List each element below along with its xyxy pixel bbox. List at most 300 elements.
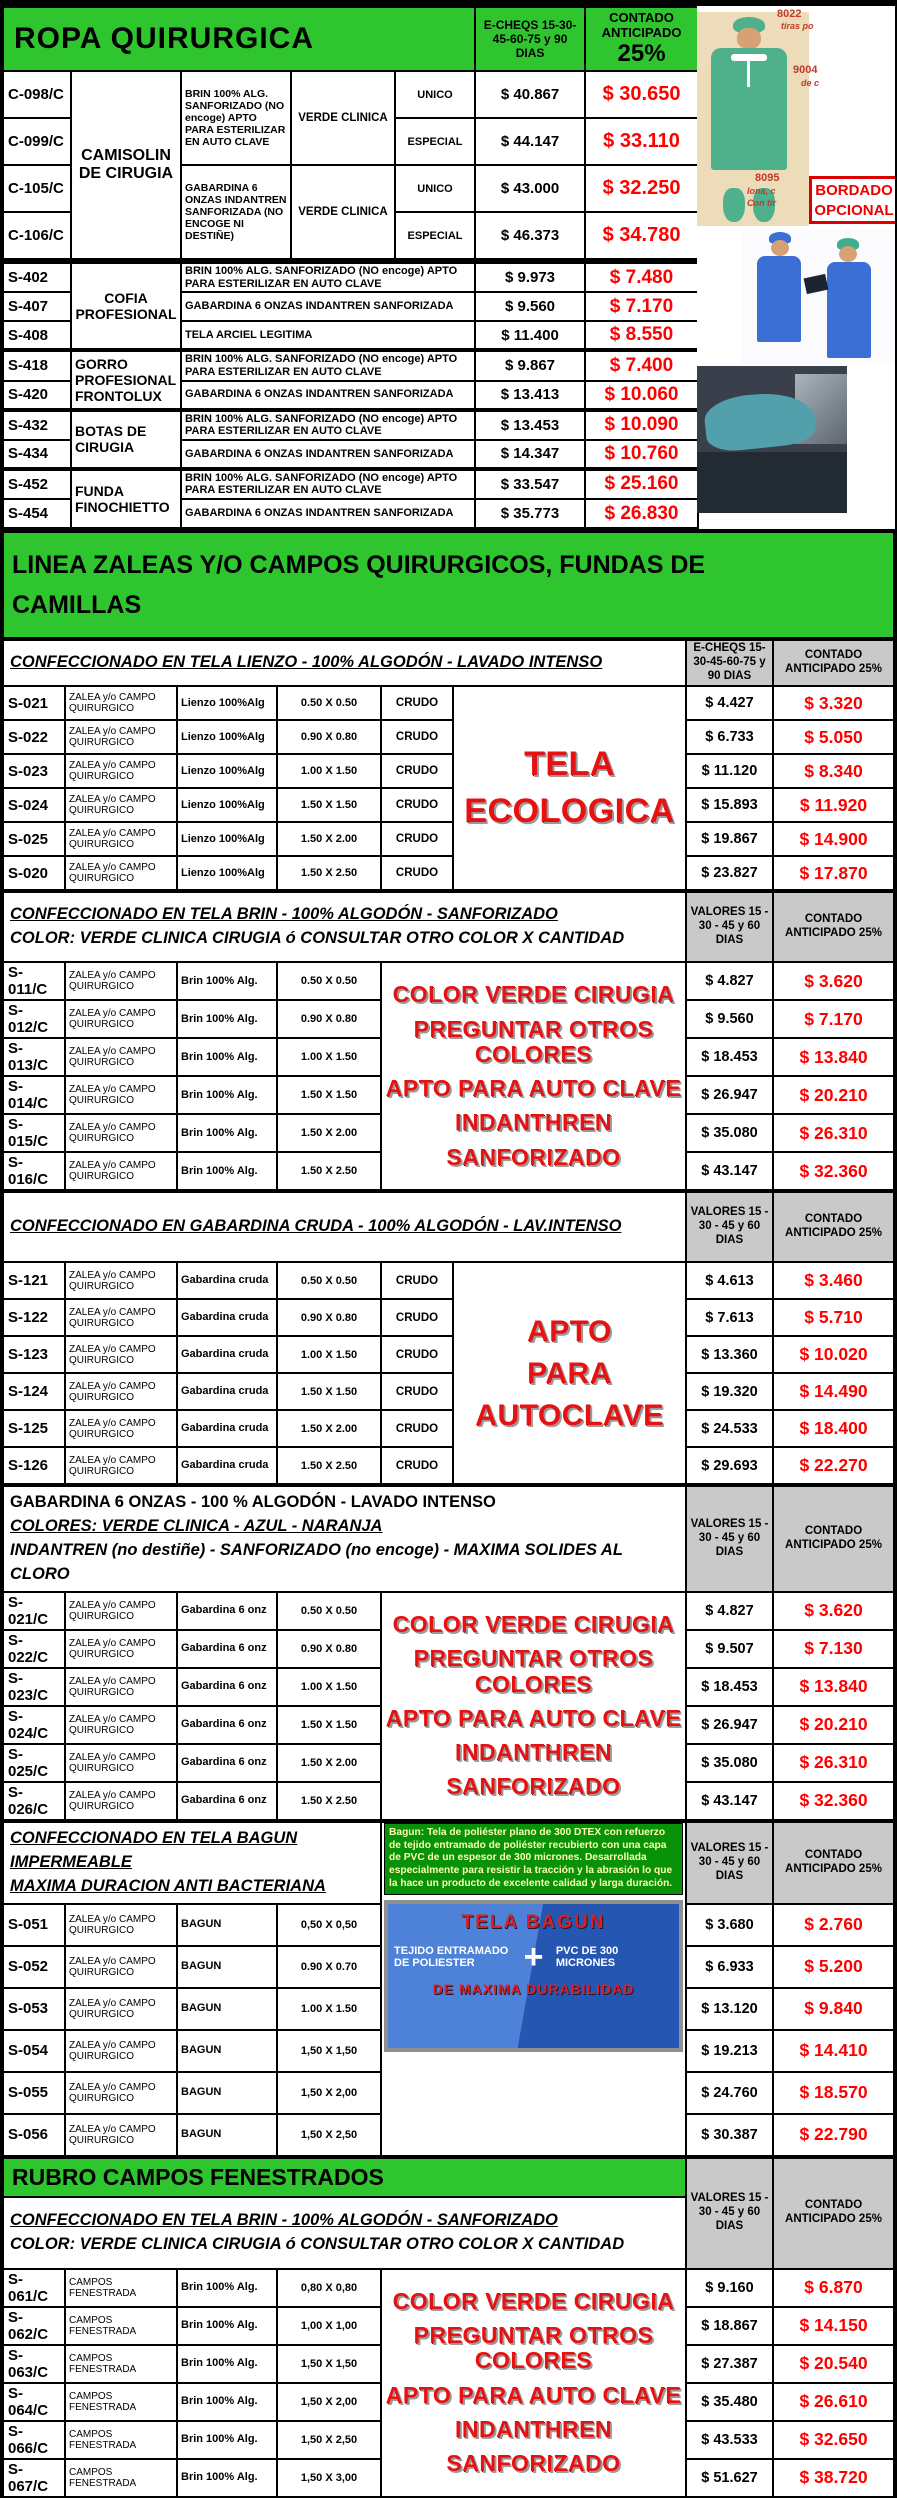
face (839, 246, 857, 262)
cell-code: S-024 (3, 788, 65, 822)
cell-fabric: Brin 100% Alg. (177, 962, 277, 1000)
cell-code: S-025/C (3, 1744, 65, 1782)
cell-code: S-434 (3, 440, 71, 469)
price-terms-header: VALORES 15 - 30 - 45 y 60 DIAS (686, 2158, 773, 2269)
cell-item: ZALEA y/o CAMPO QUIRURGICO (65, 1447, 177, 1484)
price-terms-header: VALORES 15 - 30 - 45 y 60 DIAS (686, 892, 773, 962)
cell-fabric: Gabardina 6 onz (177, 1630, 277, 1668)
cell-fabric: GABARDINA 6 ONZAS INDANTREN SANFORIZADA (NO ENCOGE NI DESTIÑE) (181, 165, 291, 259)
cell-contado: $ 8.340 (773, 754, 894, 788)
cell-code: S-418 (3, 350, 71, 380)
cell-code: S-021 (3, 686, 65, 720)
cell-price: $ 6.933 (686, 1946, 773, 1988)
cell-contado: $ 20.210 (773, 1076, 894, 1114)
cell-item: CAMPOS FENESTRADA (65, 2269, 177, 2307)
cell-size: 0.50 X 0.50 (277, 1592, 381, 1630)
gown-collar (731, 54, 767, 61)
cell-fabric: Brin 100% Alg. (177, 2345, 277, 2383)
cell-fabric: Brin 100% Alg. (177, 1152, 277, 1190)
cell-price: $ 35.080 (686, 1114, 773, 1152)
promo-text: APTO (527, 1314, 612, 1348)
price-terms-header: VALORES 15 - 30 - 45 y 60 DIAS (686, 1192, 773, 1262)
cell-size: 0,50 X 0,50 (277, 1904, 381, 1946)
cell-fabric: Lienzo 100%Alg (177, 686, 277, 720)
cell-code: S-020 (3, 856, 65, 890)
face (771, 240, 789, 256)
cell-group: GORRO PROFESIONAL FRONTOLUX (71, 350, 181, 409)
cell-code: S-012/C (3, 1000, 65, 1038)
cell-size: 1.00 X 1.50 (277, 1336, 381, 1373)
cell-size: 1,50 X 1,50 (277, 2030, 381, 2072)
contado-header: CONTADO ANTICIPADO 25% (773, 2158, 894, 2269)
cell-code: S-125 (3, 1410, 65, 1447)
cell-contado: $ 26.830 (585, 499, 698, 528)
cell-price: $ 43.147 (686, 1782, 773, 1820)
cell-item: ZALEA y/o CAMPO QUIRURGICO (65, 1410, 177, 1447)
cell-price: $ 18.453 (686, 1668, 773, 1706)
cell-description: TELA ARCIEL LEGITIMA (181, 321, 475, 350)
promo-cell (381, 2269, 686, 2497)
cell-code: S-016/C (3, 1152, 65, 1190)
cell-code: S-067/C (3, 2459, 65, 2497)
cell-color: CRUDO (381, 1410, 453, 1447)
cell-price: $ 24.533 (686, 1410, 773, 1447)
price-terms-header: VALORES 15 - 30 - 45 y 60 DIAS (686, 1486, 773, 1592)
cell-item: ZALEA y/o CAMPO QUIRURGICO (65, 856, 177, 890)
cell-contado: $ 11.920 (773, 788, 894, 822)
cell-size: 0.90 X 0.70 (277, 1946, 381, 1988)
cell-code: S-024/C (3, 1706, 65, 1744)
cell-contado: $ 7.400 (585, 350, 698, 380)
cell-price: $ 24.760 (686, 2072, 773, 2114)
surgeon-face (737, 28, 761, 49)
cell-price: $ 11.120 (686, 754, 773, 788)
section-bagun (2, 1821, 895, 2157)
cell-code: S-452 (3, 469, 71, 499)
promo-text: PREGUNTAR OTROS COLORES (413, 1015, 654, 1067)
cell-contado: $ 20.210 (773, 1706, 894, 1744)
cell-size: 1.50 X 1.50 (277, 1373, 381, 1410)
scrub-gown (757, 256, 801, 342)
cell-price: $ 26.947 (686, 1076, 773, 1114)
cell-item: ZALEA y/o CAMPO QUIRURGICO (65, 1630, 177, 1668)
cell-item: CAMPOS FENESTRADA (65, 2459, 177, 2497)
bagun-description: Bagun: Tela de poliéster plano de 300 DTEX con refuerzo de tejido entramado de poliéster recubierto con una capa de PVC de un espesor de 300 micrones. Desarrollada especialmente para resistir la tracción y la abrasión lo que la hace un producto de excelente calidad y larga duración. (389, 1826, 673, 1889)
cell-price: $ 9.507 (686, 1630, 773, 1668)
promo-text: INDANTHREN (454, 1109, 613, 1136)
cell-code: S-408 (3, 321, 71, 350)
cell-price: $ 11.400 (475, 321, 585, 350)
cell-code: S-062/C (3, 2307, 65, 2345)
cell-code: S-055 (3, 2072, 65, 2114)
cell-description: BRIN 100% ALG. SANFORIZADO (NO encoge) APTO PARA ESTERILIZAR EN AUTO CLAVE (181, 410, 475, 440)
section-gabcruda (2, 1191, 895, 1485)
cell-color: VERDE CLINICA (291, 71, 395, 165)
cell-contado: $ 14.410 (773, 2030, 894, 2072)
cell-contado: $ 5.710 (773, 1299, 894, 1336)
cell-price: $ 14.347 (475, 440, 585, 469)
cell-fabric: BRIN 100% ALG. SANFORIZADO (NO encoge) APTO PARA ESTERILIZAR EN AUTO CLAVE (181, 71, 291, 165)
promo-text: SANFORIZADO (446, 1773, 621, 1800)
cell-code: S-122 (3, 1299, 65, 1336)
cell-contado: $ 10.020 (773, 1336, 894, 1373)
cell-color: CRUDO (381, 856, 453, 890)
cell-item: ZALEA y/o CAMPO QUIRURGICO (65, 2072, 177, 2114)
cell-price: $ 13.413 (475, 381, 585, 410)
cell-contado: $ 26.610 (773, 2383, 894, 2421)
cell-item: ZALEA y/o CAMPO QUIRURGICO (65, 962, 177, 1000)
cell-fabric: Lienzo 100%Alg (177, 720, 277, 754)
banner-linea-zaleas: LINEA ZALEAS Y/O CAMPOS QUIRURGICOS, FUNDAS DE CAMILLAS (2, 529, 895, 639)
cell-size: 0.50 X 0.50 (277, 686, 381, 720)
promo-text: ECOLOGICA (464, 791, 675, 830)
cell-code: C-106/C (3, 212, 71, 259)
cell-price: $ 44.147 (475, 118, 585, 165)
cell-fabric: Brin 100% Alg. (177, 2459, 277, 2497)
cell-contado: $ 8.550 (585, 321, 698, 350)
top-tables (2, 6, 697, 529)
cell-contado: $ 3.620 (773, 962, 894, 1000)
cell-contado: $ 38.720 (773, 2459, 894, 2497)
cell-price: $ 43.000 (475, 165, 585, 212)
promo-text: COLOR VERDE CIRUGIA (392, 1610, 675, 1637)
cell-color: CRUDO (381, 822, 453, 856)
promo-cell (453, 686, 686, 890)
cell-contado: $ 14.900 (773, 822, 894, 856)
cell-price: $ 26.947 (686, 1706, 773, 1744)
cell-description: GABARDINA 6 ONZAS INDANTREN SANFORIZADA (181, 499, 475, 528)
cell-item: ZALEA y/o CAMPO QUIRURGICO (65, 1114, 177, 1152)
cell-item: ZALEA y/o CAMPO QUIRURGICO (65, 1744, 177, 1782)
cell-fabric: Brin 100% Alg. (177, 1000, 277, 1038)
page-title: ROPA QUIRURGICA (3, 7, 475, 71)
cell-item: ZALEA y/o CAMPO QUIRURGICO (65, 1946, 177, 1988)
promo-text: SANFORIZADO (446, 2450, 621, 2477)
photo-blue-scrubs-pair (741, 230, 895, 364)
cell-contado: $ 32.360 (773, 1152, 894, 1190)
cell-code: C-105/C (3, 165, 71, 212)
surgical-boot (723, 188, 745, 222)
cell-item: ZALEA y/o CAMPO QUIRURGICO (65, 686, 177, 720)
cell-fabric: Gabardina 6 onz (177, 1592, 277, 1630)
section-title (3, 892, 686, 962)
cell-code: S-013/C (3, 1038, 65, 1076)
cell-code: S-052 (3, 1946, 65, 1988)
cell-item: ZALEA y/o CAMPO QUIRURGICO (65, 1038, 177, 1076)
cell-size: 0.50 X 0.50 (277, 1262, 381, 1299)
cell-code: S-015/C (3, 1114, 65, 1152)
cell-item: ZALEA y/o CAMPO QUIRURGICO (65, 1904, 177, 1946)
catalog-annotation: tiras po (781, 21, 814, 31)
cell-code: S-021/C (3, 1592, 65, 1630)
cell-item: ZALEA y/o CAMPO QUIRURGICO (65, 1262, 177, 1299)
section-title (3, 640, 686, 686)
bordado-opcional-badge (809, 176, 895, 224)
cell-contado: $ 32.650 (773, 2421, 894, 2459)
promo-text: APTO PARA AUTO CLAVE (385, 1075, 682, 1102)
accessories-table (2, 260, 699, 529)
cell-code: S-123 (3, 1336, 65, 1373)
cell-contado: $ 26.310 (773, 1744, 894, 1782)
cell-contado: $ 34.780 (585, 212, 698, 259)
catalog-annotation: lona, c (747, 186, 776, 196)
section-title-line: INDANTREN (no destiñe) - SANFORIZADO (no encoge) - MAXIMA SOLIDES AL CLORO (10, 1540, 623, 1583)
cell-fabric: BAGUN (177, 2114, 277, 2156)
cell-fabric: BAGUN (177, 2072, 277, 2114)
cell-item: ZALEA y/o CAMPO QUIRURGICO (65, 1152, 177, 1190)
cell-price: $ 19.213 (686, 2030, 773, 2072)
cell-item: ZALEA y/o CAMPO QUIRURGICO (65, 1299, 177, 1336)
cell-fabric: Brin 100% Alg. (177, 1038, 277, 1076)
cell-item: ZALEA y/o CAMPO QUIRURGICO (65, 754, 177, 788)
cell-item: ZALEA y/o CAMPO QUIRURGICO (65, 1076, 177, 1114)
cell-size: 1.50 X 2.00 (277, 1114, 381, 1152)
cell-item: ZALEA y/o CAMPO QUIRURGICO (65, 2114, 177, 2156)
section-title-line: CONFECCIONADO EN GABARDINA CRUDA - 100% ALGODÓN - LAV.INTENSO (10, 1217, 622, 1236)
cell-contado: $ 17.870 (773, 856, 894, 890)
cell-fabric: Gabardina cruda (177, 1299, 277, 1336)
cell-code: S-026/C (3, 1782, 65, 1820)
cell-item: ZALEA y/o CAMPO QUIRURGICO (65, 2030, 177, 2072)
cell-size: 1,50 X 3,00 (277, 2459, 381, 2497)
ropa-quirurgica-section (2, 6, 895, 529)
cell-contado: $ 22.270 (773, 1447, 894, 1484)
gown-tie (747, 61, 750, 87)
cell-item: CAMPOS FENESTRADA (65, 2307, 177, 2345)
cell-contado: $ 22.790 (773, 2114, 894, 2156)
cell-fabric: Lienzo 100%Alg (177, 822, 277, 856)
cell-fabric: Brin 100% Alg. (177, 2307, 277, 2345)
catalog-annotation: 9004 (793, 64, 818, 76)
cell-contado: $ 25.160 (585, 469, 698, 499)
cell-price: $ 46.373 (475, 212, 585, 259)
promo-text: PREGUNTAR OTROS COLORES (413, 1645, 654, 1697)
bagun-right-label: PVC DE 300 MICRONES (555, 1945, 619, 1970)
cell-size: 1.50 X 2.50 (277, 856, 381, 890)
cell-fabric: Lienzo 100%Alg (177, 788, 277, 822)
cell-price: $ 23.827 (686, 856, 773, 890)
cell-size: UNICO (395, 71, 475, 118)
cell-price: $ 4.613 (686, 1262, 773, 1299)
banner-campos-fenestrados: RUBRO CAMPOS FENESTRADOS (3, 2158, 686, 2197)
cell-contado: $ 14.150 (773, 2307, 894, 2345)
cell-code: S-124 (3, 1373, 65, 1410)
cell-price: $ 30.387 (686, 2114, 773, 2156)
cell-code: S-054 (3, 2030, 65, 2072)
cell-size: ESPECIAL (395, 118, 475, 165)
cell-price: $ 35.773 (475, 499, 585, 528)
cell-price: $ 27.387 (686, 2345, 773, 2383)
cell-fabric: BAGUN (177, 1988, 277, 2030)
bordado-line: OPCIONAL (814, 202, 894, 220)
photo-strip (697, 6, 895, 513)
cell-size: 1.50 X 2.50 (277, 1447, 381, 1484)
cell-price: $ 3.680 (686, 1904, 773, 1946)
cell-fabric: Gabardina 6 onz (177, 1668, 277, 1706)
cell-fabric: BAGUN (177, 1904, 277, 1946)
tela-bagun-image (384, 1900, 683, 2052)
cell-contado: $ 10.060 (585, 381, 698, 410)
cell-price: $ 15.893 (686, 788, 773, 822)
cell-price: $ 51.627 (686, 2459, 773, 2497)
cell-description: GABARDINA 6 ONZAS INDANTREN SANFORIZADA (181, 292, 475, 321)
price-terms-header: E-CHEQS 15-30-45-60-75 y 90 DIAS (686, 640, 773, 686)
cell-code: C-098/C (3, 71, 71, 118)
cell-contado: $ 6.870 (773, 2269, 894, 2307)
catalog-annotation: de c (801, 78, 820, 88)
cell-fabric: Gabardina cruda (177, 1410, 277, 1447)
catalog-annotation: 8095 (755, 172, 780, 184)
contado-header: CONTADO ANTICIPADO 25% (773, 1192, 894, 1262)
cell-item: ZALEA y/o CAMPO QUIRURGICO (65, 1000, 177, 1038)
cell-price: $ 9.560 (686, 1000, 773, 1038)
cell-code: S-066/C (3, 2421, 65, 2459)
promo-cell (381, 962, 686, 1190)
cell-code: S-402 (3, 262, 71, 292)
cell-description: BRIN 100% ALG. SANFORIZADO (NO encoge) APTO PARA ESTERILIZAR EN AUTO CLAVE (181, 469, 475, 499)
cell-color: CRUDO (381, 1336, 453, 1373)
cell-size: 1.00 X 1.50 (277, 1668, 381, 1706)
catalog-annotation: 8022 (777, 8, 802, 20)
section-lienzo (2, 639, 895, 891)
cell-price: $ 19.320 (686, 1373, 773, 1410)
cell-price: $ 6.733 (686, 720, 773, 754)
cell-item: ZALEA y/o CAMPO QUIRURGICO (65, 1706, 177, 1744)
cell-color: CRUDO (381, 754, 453, 788)
cell-code: S-064/C (3, 2383, 65, 2421)
cell-contado: $ 2.760 (773, 1904, 894, 1946)
cell-item: ZALEA y/o CAMPO QUIRURGICO (65, 788, 177, 822)
section-title (3, 1822, 381, 1904)
camisolin-table (2, 6, 699, 260)
cell-item: ZALEA y/o CAMPO QUIRURGICO (65, 1988, 177, 2030)
cell-price: $ 35.480 (686, 2383, 773, 2421)
cell-price: $ 13.120 (686, 1988, 773, 2030)
promo-text: COLOR VERDE CIRUGIA (392, 2287, 675, 2314)
price-terms-header: VALORES 15 - 30 - 45 y 60 DIAS (686, 1822, 773, 1904)
cell-contado: $ 13.840 (773, 1668, 894, 1706)
cell-item: ZALEA y/o CAMPO QUIRURGICO (65, 822, 177, 856)
tela-bagun-composition (394, 1937, 673, 1976)
cell-fabric: Gabardina 6 onz (177, 1744, 277, 1782)
cell-code: S-051 (3, 1904, 65, 1946)
promo-text: COLOR VERDE CIRUGIA (392, 981, 675, 1008)
promo-text: SANFORIZADO (446, 1143, 621, 1170)
cell-group: COFIA PROFESIONAL (71, 262, 181, 350)
cell-size: 1.50 X 1.50 (277, 1076, 381, 1114)
cell-fabric: Lienzo 100%Alg (177, 856, 277, 890)
cell-contado: $ 10.760 (585, 440, 698, 469)
cell-fabric: Brin 100% Alg. (177, 2421, 277, 2459)
cell-color: CRUDO (381, 1447, 453, 1484)
cell-size: 1,50 X 2,00 (277, 2383, 381, 2421)
cell-size: 1,00 X 1,00 (277, 2307, 381, 2345)
cell-item: CAMPOS FENESTRADA (65, 2383, 177, 2421)
cell-group: BOTAS DE CIRUGIA (71, 410, 181, 469)
cell-code: S-121 (3, 1262, 65, 1299)
promo-text: PARA (527, 1356, 612, 1390)
cell-price: $ 9.560 (475, 292, 585, 321)
cell-code: S-420 (3, 381, 71, 410)
cell-fabric: Gabardina cruda (177, 1262, 277, 1299)
cell-description: BRIN 100% ALG. SANFORIZADO (NO encoge) APTO PARA ESTERILIZAR EN AUTO CLAVE (181, 262, 475, 292)
section-title (3, 1486, 686, 1592)
section-title-line: GABARDINA 6 ONZAS - 100 % ALGODÓN - LAVADO INTENSO (10, 1493, 496, 1512)
cell-size: 1,50 X 2,00 (277, 2072, 381, 2114)
cell-contado: $ 7.170 (773, 1000, 894, 1038)
cell-price: $ 13.453 (475, 410, 585, 440)
bordado-line: BORDADO (815, 182, 893, 199)
cell-item: CAMPOS FENESTRADA (65, 2421, 177, 2459)
cell-contado: $ 7.170 (585, 292, 698, 321)
cell-contado: $ 3.620 (773, 1592, 894, 1630)
cell-group: CAMISOLIN DE CIRUGIA (71, 71, 181, 259)
section-title-line: MAXIMA DURACION ANTI BACTERIANA (10, 1876, 326, 1895)
cell-item: ZALEA y/o CAMPO QUIRURGICO (65, 1782, 177, 1820)
cell-fabric: Brin 100% Alg. (177, 2269, 277, 2307)
photo-operating-room (697, 366, 847, 513)
cell-size: 1.50 X 2.00 (277, 1744, 381, 1782)
scrub-gown (827, 262, 871, 358)
cell-price: $ 18.867 (686, 2307, 773, 2345)
cell-fabric: Gabardina 6 onz (177, 1782, 277, 1820)
cell-contado: $ 14.490 (773, 1373, 894, 1410)
cell-color: CRUDO (381, 788, 453, 822)
cell-fabric: Gabardina 6 onz (177, 1706, 277, 1744)
cell-code: S-023/C (3, 1668, 65, 1706)
tela-bagun-title: TELA BAGUN (461, 1911, 606, 1933)
contado-header: CONTADO ANTICIPADO 25% (773, 1822, 894, 1904)
column-header-echeqs: E-CHEQS 15-30-45-60-75 y 90 DIAS (475, 7, 585, 71)
cell-fabric: Gabardina cruda (177, 1336, 277, 1373)
contado-label: CONTADO ANTICIPADO (601, 10, 682, 40)
cell-size: 1.50 X 1.50 (277, 788, 381, 822)
or-table (697, 452, 847, 513)
cell-code: S-432 (3, 410, 71, 440)
section-title-line: COLOR: VERDE CLINICA CIRUGIA ó CONSULTAR OTRO COLOR X CANTIDAD (10, 929, 625, 948)
cell-price: $ 9.160 (686, 2269, 773, 2307)
cell-item: ZALEA y/o CAMPO QUIRURGICO (65, 1336, 177, 1373)
section-title-line: COLOR: VERDE CLINICA CIRUGIA ó CONSULTAR OTRO COLOR X CANTIDAD (10, 2234, 625, 2253)
cell-size: 0.90 X 0.80 (277, 1000, 381, 1038)
cell-price: $ 40.867 (475, 71, 585, 118)
cell-contado: $ 33.110 (585, 118, 698, 165)
cell-code: S-023 (3, 754, 65, 788)
cell-price: $ 7.613 (686, 1299, 773, 1336)
cell-contado: $ 30.650 (585, 71, 698, 118)
column-header-contado (585, 7, 698, 71)
cell-contado: $ 3.320 (773, 686, 894, 720)
promo-text: APTO PARA AUTO CLAVE (385, 2381, 682, 2408)
cell-item: ZALEA y/o CAMPO QUIRURGICO (65, 720, 177, 754)
cell-price: $ 43.147 (686, 1152, 773, 1190)
cell-size: 1.50 X 2.50 (277, 1782, 381, 1820)
cell-color: CRUDO (381, 686, 453, 720)
section-title-line: CONFECCIONADO EN TELA BAGUN IMPERMEABLE (10, 1828, 298, 1871)
contado-percent: 25% (617, 40, 666, 67)
section-title (3, 1192, 686, 1262)
cell-size: 1,50 X 2,50 (277, 2114, 381, 2156)
section-title-line: COLORES: VERDE CLINICA - AZUL - NARANJA (10, 1517, 383, 1536)
cell-contado: $ 3.460 (773, 1262, 894, 1299)
cell-size: 1.50 X 2.00 (277, 1410, 381, 1447)
cell-code: S-061/C (3, 2269, 65, 2307)
cell-size: 1.50 X 2.00 (277, 822, 381, 856)
cell-size: 0.90 X 0.80 (277, 1299, 381, 1336)
cell-price: $ 35.080 (686, 1744, 773, 1782)
cell-contado: $ 20.540 (773, 2345, 894, 2383)
promo-cell (453, 1262, 686, 1484)
